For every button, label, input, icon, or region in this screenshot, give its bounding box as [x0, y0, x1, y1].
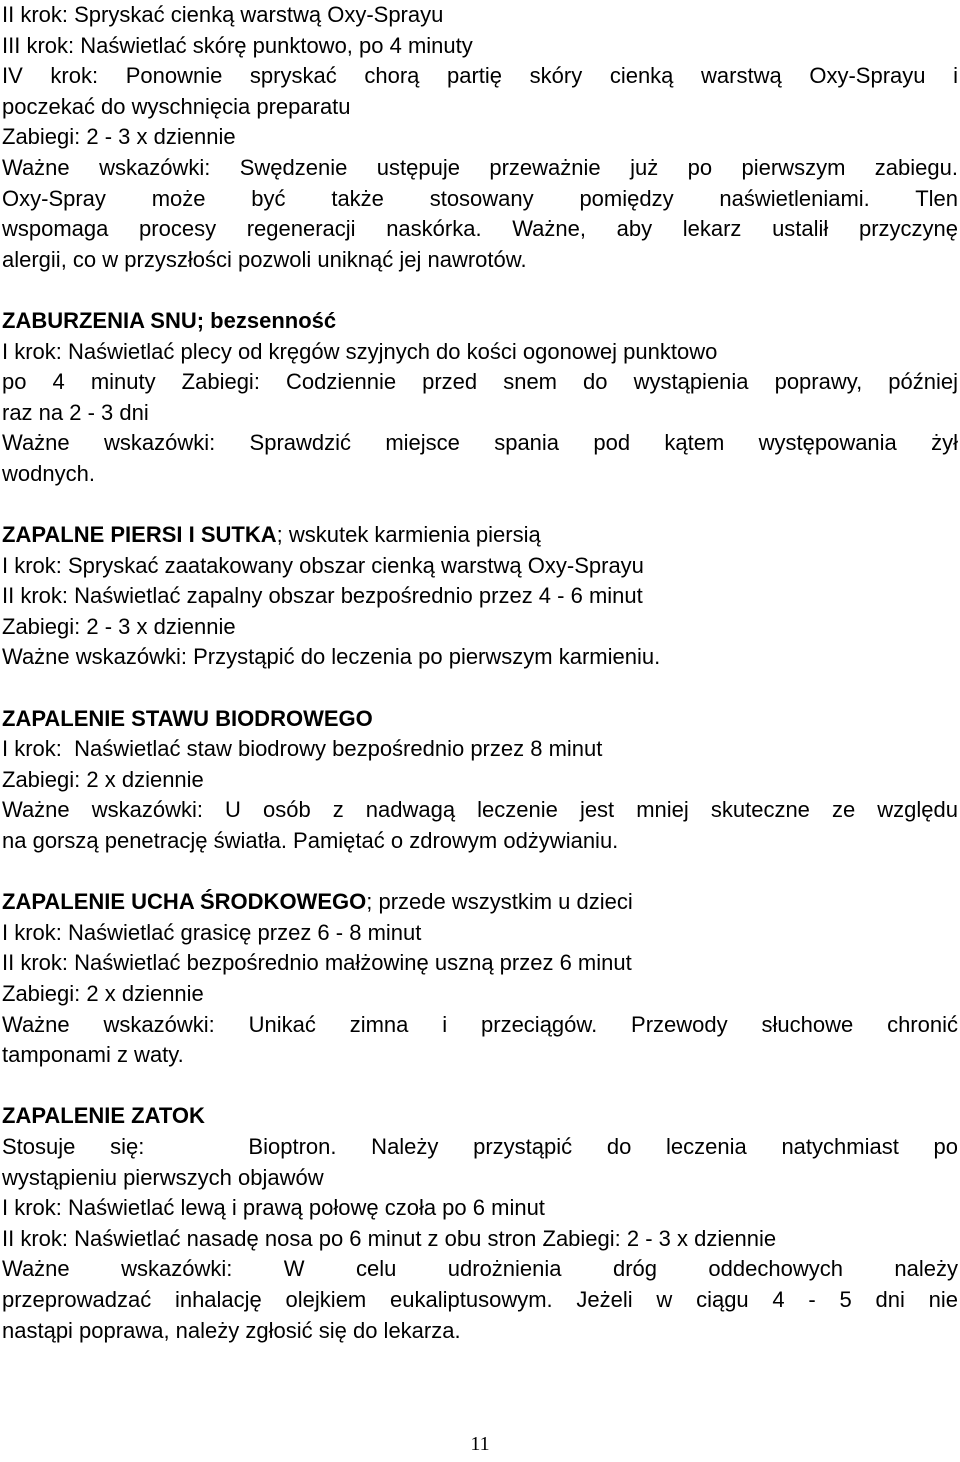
section-breast-inflammation	[2, 520, 958, 673]
section-hip-inflammation	[2, 704, 958, 857]
text-line: alergii, co w przyszłości pozwoli uniknąć jej nawrotów.	[2, 246, 527, 272]
text-line: poczekać do wyschnięcia preparatu	[2, 93, 351, 119]
paragraph-gap	[2, 1071, 958, 1102]
text-line: Ważne wskazówki: Przystąpić do leczenia po pierwszym karmieniu.	[2, 644, 661, 670]
text-line: wspomaga procesy regeneracji naskórka. Ważne, aby lekarz ustalił przyczynę	[2, 216, 958, 242]
text-line: wystąpieniu pierwszych objawów	[2, 1164, 324, 1190]
text-line: II krok: Spryskać cienką warstwą Oxy-Sprayu	[2, 2, 444, 27]
text-line: wodnych.	[2, 460, 95, 486]
text-line: Zabiegi: 2 x dziennie	[2, 766, 204, 792]
section-title: ZABURZENIA SNU; bezsenność	[2, 307, 337, 333]
section-title-line	[2, 520, 958, 551]
section-sleep-disorders	[2, 306, 958, 490]
paragraph-gap	[2, 857, 958, 888]
section-title-suffix: ; przede wszystkim u dzieci	[366, 889, 633, 915]
text-line: Ważne wskazówki: W celu udrożnienia dróg oddechowych należy	[2, 1256, 958, 1282]
text-line: Zabiegi: 2 - 3 x dziennie	[2, 124, 236, 150]
text-line: raz na 2 - 3 dni	[2, 399, 149, 425]
text-line: Zabiegi: 2 - 3 x dziennie	[2, 613, 236, 639]
text-line: I krok: Naświetlać grasicę przez 6 - 8 minut	[2, 919, 422, 945]
text-line: I krok: Spryskać zaatakowany obszar cienką warstwą Oxy-Sprayu	[2, 552, 644, 578]
text-line: przeprowadzać inhalację olejkiem eukaliptusowym. Jeżeli w ciągu 4 - 5 dni nie	[2, 1286, 958, 1312]
paragraph-gap	[2, 275, 958, 306]
text-line: I krok: Naświetlać lewą i prawą połowę czoła po 6 minut	[2, 1195, 545, 1221]
paragraph-gap	[2, 673, 958, 704]
text-line: po 4 minuty Zabiegi: Codziennie przed snem do wystąpienia poprawy, później	[2, 369, 958, 395]
text-line: Ważne wskazówki: Sprawdzić miejsce spania pod kątem występowania żył	[2, 430, 958, 456]
section-middle-ear-inflammation	[2, 887, 958, 1071]
text-line: IV krok: Ponownie spryskać chorą partię skóry cienką warstwą Oxy-Sprayu i	[2, 63, 958, 89]
section-title: ZAPALENIE ZATOK	[2, 1103, 205, 1129]
section-title-line	[2, 887, 958, 918]
text-line: Zabiegi: 2 x dziennie	[2, 981, 204, 1006]
section-title: ZAPALENIE UCHA ŚRODKOWEGO	[2, 889, 367, 915]
page-number: 11	[470, 1433, 490, 1455]
section-title: ZAPALENIE STAWU BIODROWEGO	[2, 705, 373, 731]
text-line: Ważne wskazówki: Swędzenie ustępuje przeważnie już po pierwszym zabiegu.	[2, 154, 958, 180]
text-line: II krok: Naświetlać bezpośrednio małżowinę uszną przez 6 minut	[2, 950, 632, 976]
section-title-suffix: ; wskutek karmienia piersią	[276, 522, 541, 548]
text-line: I krok: Naświetlać staw biodrowy bezpośrednio przez 8 minut	[2, 736, 603, 762]
text-line: Ważne wskazówki: Unikać zimna i przeciągów. Przewody słuchowe chronić	[2, 1011, 958, 1037]
text-line: I krok: Naświetlać plecy od kręgów szyjnych do kości ogonowej punktowo	[2, 338, 718, 364]
text-line: II krok: Naświetlać nasadę nosa po 6 minut z obu stron Zabiegi: 2 - 3 x dziennie	[2, 1225, 777, 1251]
text-line: III krok: Naświetlać skórę punktowo, po 4 minuty	[2, 32, 473, 58]
text-line: na gorszą penetrację światła. Pamiętać o zdrowym odżywianiu.	[2, 828, 619, 854]
section-sinusitis	[2, 1101, 958, 1346]
text-line: Stosuje się: Bioptron. Należy przystąpić do leczenia natychmiast po	[2, 1133, 958, 1159]
intro-block	[2, 0, 958, 275]
text-line: Ważne wskazówki: U osób z nadwagą leczenie jest mniej skuteczne ze względu	[2, 797, 958, 823]
text-line: nastąpi poprawa, należy zgłosić się do lekarza.	[2, 1317, 461, 1343]
paragraph-gap	[2, 490, 958, 521]
text-line: Oxy-Spray może być także stosowany pomiędzy naświetleniami. Tlen	[2, 185, 958, 211]
text-line: tamponami z waty.	[2, 1042, 184, 1068]
section-title: ZAPALNE PIERSI I SUTKA	[2, 522, 277, 548]
text-line: II krok: Naświetlać zapalny obszar bezpośrednio przez 4 - 6 minut	[2, 583, 643, 609]
